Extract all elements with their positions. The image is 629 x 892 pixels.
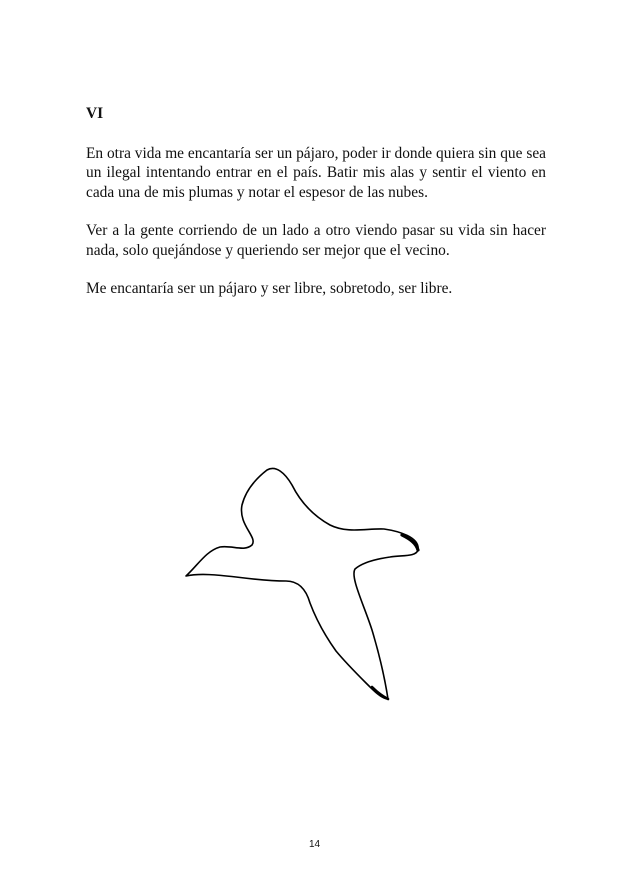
chapter-heading: VI	[86, 105, 104, 122]
paragraph: Ver a la gente corriendo de un lado a otro viendo pasar su vida sin hacer nada, solo quejándose y queriendo ser mejor que el vecino.	[86, 222, 546, 259]
paragraph: Me encantaría ser un pájaro y ser libre, sobretodo, ser libre.	[86, 280, 453, 297]
chapter-text	[86, 104, 546, 318]
paragraph: En otra vida me encantaría ser un pájaro, poder ir donde quiera sin que sea un ilegal intentando entrar en el país. Batir mis alas y sentir el viento en cada una de mis plumas y notar el espesor de las nubes.	[86, 144, 546, 201]
bird-outline-icon	[170, 455, 440, 715]
page-number: 14	[308, 839, 321, 850]
bird-outline	[186, 468, 418, 699]
